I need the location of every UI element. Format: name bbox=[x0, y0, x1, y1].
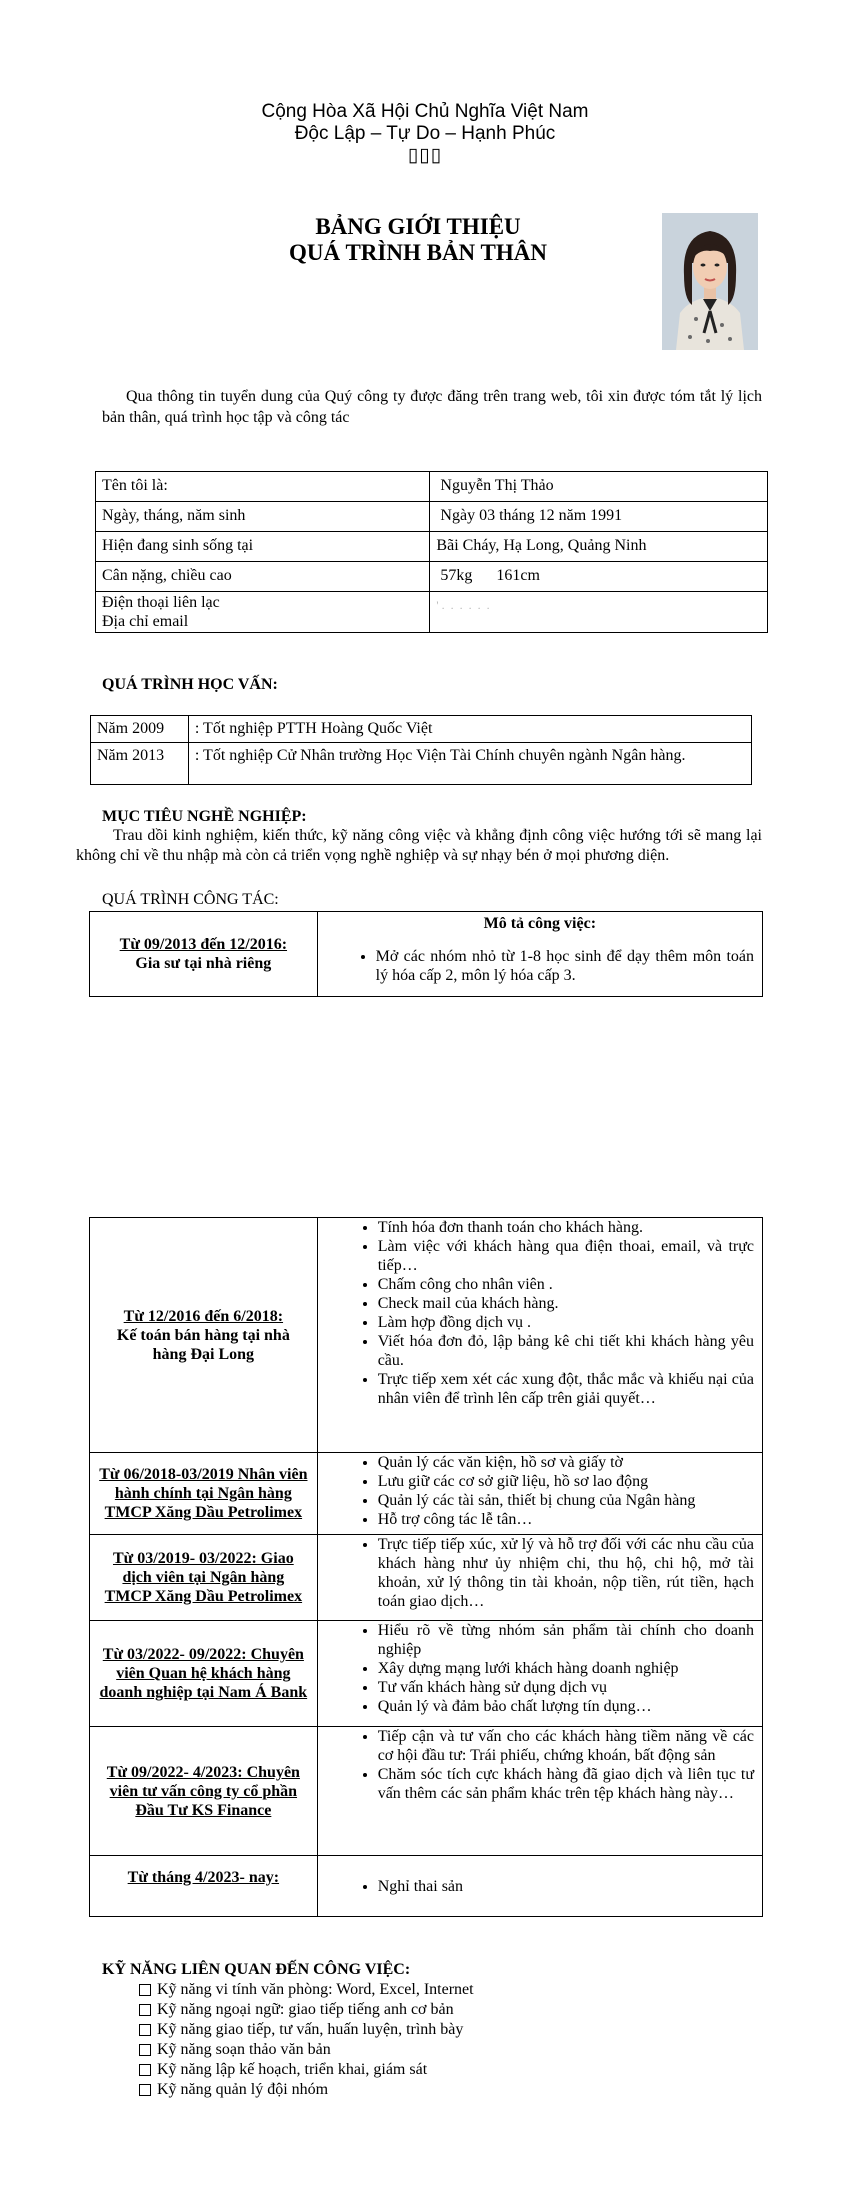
objective-heading: MỤC TIÊU NGHỀ NGHIỆP: bbox=[102, 808, 307, 825]
contact-value: ' . . . . . . bbox=[430, 592, 768, 633]
table-row bbox=[96, 502, 768, 532]
work-title: Từ 03/2019- 03/2022: Giao dịch viên tại Ngân hàng TMCP Xăng Dầu Petrolimex bbox=[90, 1535, 318, 1621]
title-line-2: QUÁ TRÌNH BẢN THÂN bbox=[289, 240, 547, 265]
work-title: Từ 06/2018-03/2019 Nhân viên hành chính tại Ngân hàng TMCP Xăng Dầu Petrolimex bbox=[90, 1453, 318, 1535]
skill-text: Kỹ năng soạn thảo văn bản bbox=[157, 2041, 331, 2058]
header-ornament: ▯▯▯ bbox=[407, 145, 443, 166]
work-items bbox=[318, 1621, 754, 1716]
intro-paragraph: Qua thông tin tuyển dung của Quý công ty được đăng trên trang web, tôi xin được tóm tắt lý lịch bản thân, quá trình học tập và công tác bbox=[102, 388, 762, 426]
personal-label: Tên tôi là: bbox=[96, 472, 430, 502]
list-item: • Quản lý các văn kiện, hồ sơ và giấy tờ bbox=[378, 1453, 754, 1472]
checkbox-icon bbox=[139, 2044, 151, 2056]
skills-list bbox=[137, 1980, 474, 2100]
list-item: • Chấm công cho nhân viên . bbox=[378, 1275, 754, 1294]
list-item: • Xây dựng mạng lưới khách hàng doanh nghiệp bbox=[378, 1659, 754, 1678]
checkbox-icon bbox=[139, 1984, 151, 1996]
checkbox-icon bbox=[139, 2084, 151, 2096]
objective-paragraph: Trau dồi kinh nghiệm, kiến thức, kỹ năng công việc và khẳng định công việc hướng tới sẽ mang lại không chỉ về thu nhập mà còn cả triển vọng nghề nghiệp và sự nhạy bén ở mọi phương diện. bbox=[76, 827, 762, 864]
list-item: • Nghỉ thai sản bbox=[378, 1877, 754, 1896]
work-table-first bbox=[89, 911, 763, 997]
email-label: Địa chỉ email bbox=[102, 613, 189, 630]
education-year: Năm 2009 bbox=[91, 716, 189, 743]
education-desc: : Tốt nghiệp Cử Nhân trường Học Viện Tài Chính chuyên ngành Ngân hàng. bbox=[188, 743, 751, 785]
personal-label: Hiện đang sinh sống tại bbox=[96, 532, 430, 562]
table-row bbox=[96, 592, 768, 633]
table-row bbox=[90, 1621, 763, 1727]
list-item bbox=[137, 2020, 474, 2040]
education-year: Năm 2013 bbox=[91, 743, 189, 785]
list-item: • Lưu giữ các cơ sở giữ liệu, hồ sơ lao động bbox=[378, 1472, 754, 1491]
list-item: • Hiểu rõ về từng nhóm sản phẩm tài chính cho doanh nghiệp bbox=[378, 1621, 754, 1659]
personal-value: Bãi Cháy, Hạ Long, Quảng Ninh bbox=[430, 532, 768, 562]
personal-label: Ngày, tháng, năm sinh bbox=[96, 502, 430, 532]
list-item: • Check mail của khách hàng. bbox=[378, 1294, 754, 1313]
title-line-1: BẢNG GIỚI THIỆU bbox=[315, 214, 521, 239]
list-item bbox=[137, 2060, 474, 2080]
personal-info-table bbox=[95, 471, 768, 633]
work-items bbox=[318, 1877, 754, 1896]
list-item: • Trực tiếp xem xét các xung đột, thắc mắc và khiếu nại của nhân viên để trình lên cấp trên giải quyết… bbox=[378, 1370, 754, 1408]
list-item bbox=[137, 1980, 474, 2000]
list-item: • Mở các nhóm nhỏ từ 1-8 học sinh để dạy thêm môn toán lý hóa cấp 2, môn lý hóa cấp 3. bbox=[376, 947, 754, 985]
list-item: • Quản lý và đảm bảo chất lượng tín dụng… bbox=[378, 1697, 754, 1716]
list-item bbox=[137, 2000, 474, 2020]
work-items bbox=[318, 1218, 754, 1408]
document-title bbox=[218, 214, 618, 266]
personal-value: Nguyễn Thị Thảo bbox=[430, 472, 768, 502]
work-items bbox=[318, 1535, 754, 1611]
work-items bbox=[318, 1727, 754, 1803]
work-title: Từ 03/2022- 09/2022: Chuyên viên Quan hệ khách hàng doanh nghiệp tại Nam Á Bank bbox=[90, 1621, 318, 1727]
list-item: • Chăm sóc tích cực khách hàng đã giao dịch và liên tục tư vấn thêm các sản phẩm khác trên tệp khách hàng này… bbox=[378, 1765, 754, 1803]
personal-value: 57kg 161cm bbox=[430, 562, 768, 592]
checkbox-icon bbox=[139, 2064, 151, 2076]
phone-label: Điện thoại liên lạc bbox=[102, 594, 220, 611]
table-row bbox=[90, 1218, 763, 1453]
table-row bbox=[90, 912, 763, 997]
skills-heading: KỸ NĂNG LIÊN QUAN ĐẾN CÔNG VIỆC: bbox=[102, 1961, 411, 1978]
skill-text: Kỹ năng lập kế hoạch, triển khai, giám sát bbox=[157, 2061, 428, 2078]
work-title: Từ tháng 4/2023- nay: bbox=[90, 1856, 318, 1917]
list-item: • Viết hóa đơn đỏ, lập bảng kê chi tiết khi khách hàng yêu cầu. bbox=[378, 1332, 754, 1370]
skill-text: Kỹ năng vi tính văn phòng: Word, Excel, Internet bbox=[157, 1981, 474, 1998]
table-row bbox=[91, 716, 752, 743]
personal-label: Cân nặng, chiều cao bbox=[96, 562, 430, 592]
list-item: • Quản lý các tài sản, thiết bị chung của Ngân hàng bbox=[378, 1491, 754, 1510]
checkbox-icon bbox=[139, 2024, 151, 2036]
list-item: • Hỗ trợ công tác lễ tân… bbox=[378, 1510, 754, 1529]
table-row bbox=[96, 472, 768, 502]
portrait-photo bbox=[662, 213, 758, 350]
checkbox-icon bbox=[139, 2004, 151, 2016]
work-period: Từ 12/2016 đến 6/2018: bbox=[123, 1307, 284, 1325]
education-heading: QUÁ TRÌNH HỌC VẤN: bbox=[102, 676, 278, 693]
list-item bbox=[137, 2080, 474, 2100]
work-items bbox=[318, 1453, 754, 1529]
nation-motto: Độc Lập – Tự Do – Hạnh Phúc bbox=[294, 123, 556, 144]
work-heading: QUÁ TRÌNH CÔNG TÁC: bbox=[102, 891, 279, 908]
education-table bbox=[90, 715, 752, 785]
list-item: • Tư vấn khách hàng sử dụng dịch vụ bbox=[378, 1678, 754, 1697]
portrait-image bbox=[662, 213, 758, 350]
work-title: Từ 09/2022- 4/2023: Chuyên viên tư vấn công ty cổ phần Đầu Tư KS Finance bbox=[90, 1727, 318, 1856]
nation-header bbox=[0, 101, 850, 167]
education-desc: : Tốt nghiệp PTTH Hoàng Quốc Việt bbox=[188, 716, 751, 743]
work-table bbox=[89, 1217, 763, 1917]
table-row bbox=[96, 532, 768, 562]
table-row bbox=[96, 562, 768, 592]
table-row bbox=[90, 1535, 763, 1621]
list-item: • Làm việc với khách hàng qua điện thoai, email, và trực tiếp… bbox=[378, 1237, 754, 1275]
nation-title: Cộng Hòa Xã Hội Chủ Nghĩa Việt Nam bbox=[261, 101, 589, 122]
list-item: • Tính hóa đơn thanh toán cho khách hàng. bbox=[378, 1218, 754, 1237]
table-row bbox=[91, 743, 752, 785]
list-item: • Làm hợp đồng dịch vụ . bbox=[378, 1313, 754, 1332]
list-item: • Trực tiếp tiếp xúc, xử lý và hỗ trợ đối với các nhu cầu của khách hàng như ủy nhiệm chi, thu hộ, chi hộ, mở tài khoản, xử lý thông tin tài khoản, nộp tiền, rút tiền, hạch toán giao dịch… bbox=[378, 1535, 754, 1611]
skill-text: Kỹ năng quản lý đội nhóm bbox=[157, 2081, 329, 2098]
skill-text: Kỹ năng ngoại ngữ: giao tiếp tiếng anh cơ bản bbox=[157, 2001, 454, 2018]
work-period: Từ 09/2013 đến 12/2016: bbox=[119, 936, 288, 953]
list-item: • Tiếp cận và tư vấn cho các khách hàng tiềm năng về các cơ hội đầu tư: Trái phiếu, chứng khoán, bất động sản bbox=[378, 1727, 754, 1765]
work-title: Kế toán bán hàng tại nhà hàng Đại Long bbox=[116, 1326, 290, 1363]
table-row bbox=[90, 1856, 763, 1917]
work-desc-title: Mô tả công việc: bbox=[483, 915, 597, 932]
personal-value: Ngày 03 tháng 12 năm 1991 bbox=[430, 502, 768, 532]
list-item bbox=[137, 2040, 474, 2060]
table-row bbox=[90, 1453, 763, 1535]
skill-text: Kỹ năng giao tiếp, tư vấn, huấn luyện, trình bày bbox=[157, 2021, 464, 2038]
table-row bbox=[90, 1727, 763, 1856]
work-place: Gia sư tại nhà riêng bbox=[135, 955, 272, 972]
